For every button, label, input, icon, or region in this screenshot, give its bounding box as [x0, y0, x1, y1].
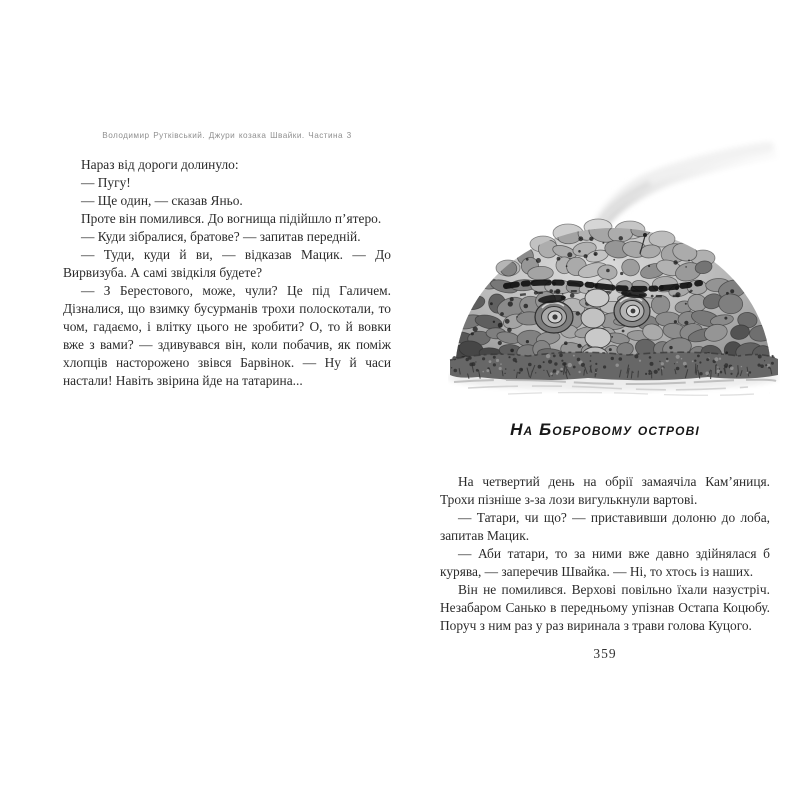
ground-debris: [450, 352, 778, 380]
right-text-column: [440, 473, 770, 635]
chapter-illustration: [448, 136, 780, 400]
chapter-title: На Бобровому острові: [510, 420, 700, 439]
paragraph: — Татари, чи що? — приставивши долоню до лоба, запитав Мацик.: [440, 510, 770, 543]
paragraph: — Туди, куди й ви, — відказав Мацик. — До Вирвизуба. А самі звідкіля будете?: [63, 247, 391, 280]
paragraph: — Куди зібралися, братове? — запитав передній.: [81, 229, 361, 244]
paragraph: Він не помилився. Верхові повільно їхали назустріч. Незабаром Санько в передньому упізнав Остапа Коцюбу. Поруч з ним раз у раз виринала з трави голова Куцого.: [440, 582, 770, 633]
paragraph: На четвертий день на обрії замаячіла Кам’яниця. Трохи пізніше з-за лози вигулькнули вартові.: [440, 474, 770, 507]
paragraph: — Аби татари, то за ними вже давно здійнялася б курява, — заперечив Швайка. — Ні, то хтось із наших.: [440, 546, 770, 579]
page-number: 359: [593, 646, 617, 661]
beaver-lodge-illustration-icon: [448, 136, 780, 400]
left-text-column: [63, 156, 391, 390]
paragraph: Нараз від дороги долинуло:: [81, 157, 239, 172]
running-head: Володимир Рутківський. Джури козака Швайки. Частина 3: [102, 131, 352, 140]
paragraph: — З Берестового, може, чули? Це під Галичем. Дізналися, що взимку бусурманів трохи полоскотали, то чом, гадаємо, і влітку цього не зробити? О, то й вовки вже з вами? — здивувався він, коли побачив, як поміж хлопців насторожено звівся Барвінок. — Ну й часи настали! Навіть звірина йде на татарина...: [63, 283, 391, 388]
smoke-plume-icon: [593, 141, 778, 236]
paragraph: — Пугу!: [81, 175, 131, 190]
paragraph: — Ще один, — сказав Яньо.: [81, 193, 243, 208]
paragraph: Проте він помилився. До вогнища підійшло п’ятеро.: [81, 211, 382, 226]
